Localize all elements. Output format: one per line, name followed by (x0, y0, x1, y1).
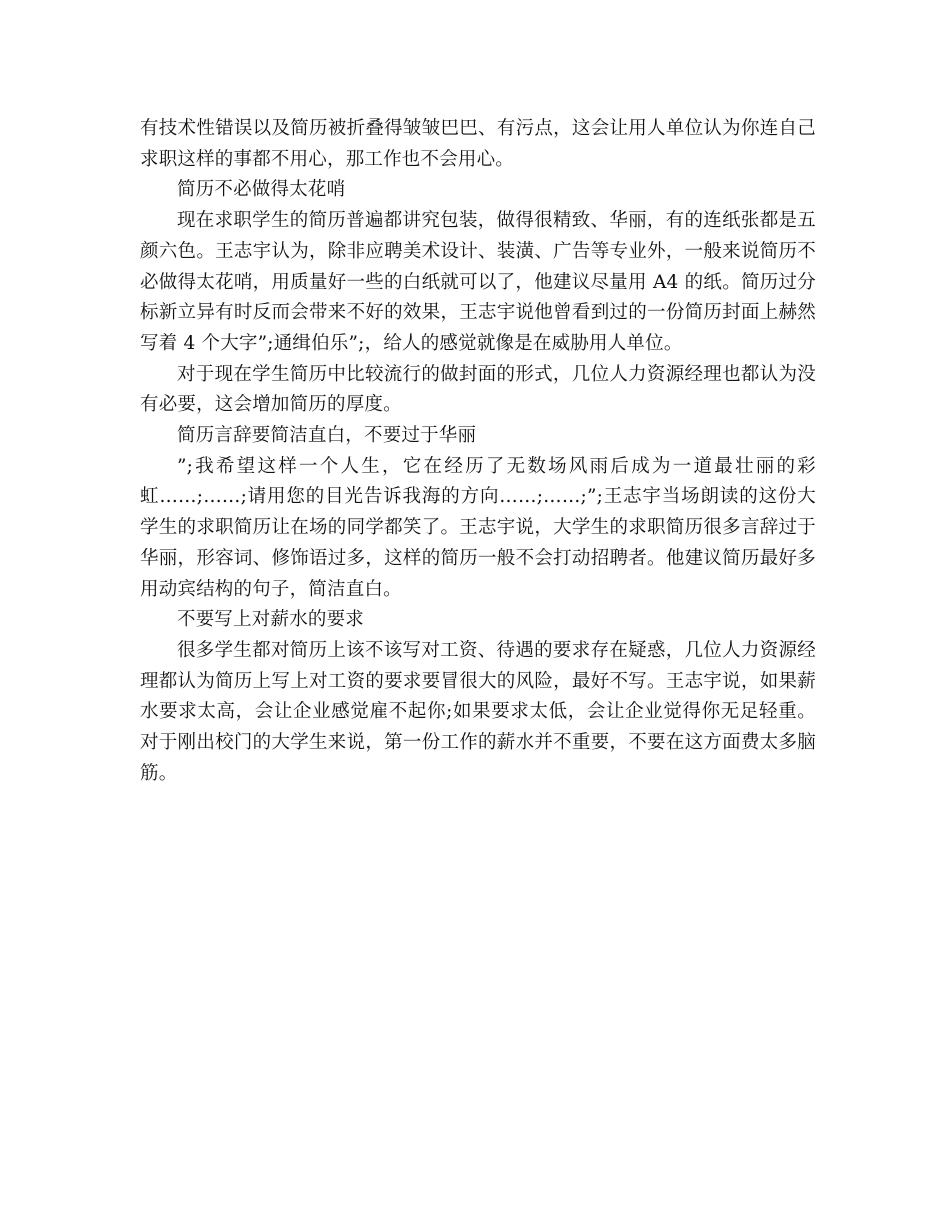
section-heading-design: 简历不必做得太花哨 (177, 179, 346, 201)
section-heading-wording: 简历言辞要简洁直白，不要过于华丽 (177, 425, 477, 447)
paragraph-cover: 对于现在学生简历中比较流行的做封面的形式，几位人力资源经理也都认为没有必要，这会增加简历的厚度。 (140, 363, 816, 416)
section-heading-salary: 不要写上对薪水的要求 (177, 609, 365, 631)
paragraph-design: 现在求职学生的简历普遍都讲究包装，做得很精致、华丽，有的连纸张都是五颜六色。王志宇认为，除非应聘美术设计、装潢、广告等专业外，一般来说简历不必做得太花哨，用质量好一些的白纸就可以了，他建议尽量用 A4 的纸。简历过分标新立异有时反而会带来不好的效果，王志宇说他曾看到过的一份简历封面上赫然写着 4 个大字”;通缉伯乐”;，给人的感觉就像是在威胁用人单位。 (140, 210, 816, 354)
paragraph-salary: 很多学生都对简历上该不该写对工资、待遇的要求存在疑惑，几位人力资源经理都认为简历上写上对工资的要求要冒很大的风险，最好不写。王志宇说，如果薪水要求太高，会让企业感觉雇不起你;如果要求太低，会让企业觉得你无足轻重。对于刚出校门的大学生来说，第一份工作的薪水并不重要，不要在这方面费太多脑筋。 (140, 639, 816, 784)
document-page (140, 114, 816, 789)
paragraph-continuation: 有技术性错误以及简历被折叠得皱皱巴巴、有污点，这会让用人单位认为你连自己求职这样的事都不用心，那工作也不会用心。 (140, 118, 816, 170)
paragraph-wording: ”;我希望这样一个人生，它在经历了无数场风雨后成为一道最壮丽的彩虹……;……;请用您的目光告诉我海的方向……;……;”;王志宇当场朗读的这份大学生的求职简历让在场的同学都笑了。王志宇说，大学生的求职简历很多言辞过于华丽，形容词、修饰语过多，这样的简历一般不会打动招聘者。他建议简历最好多用动宾结构的句子，简洁直白。 (140, 455, 816, 600)
